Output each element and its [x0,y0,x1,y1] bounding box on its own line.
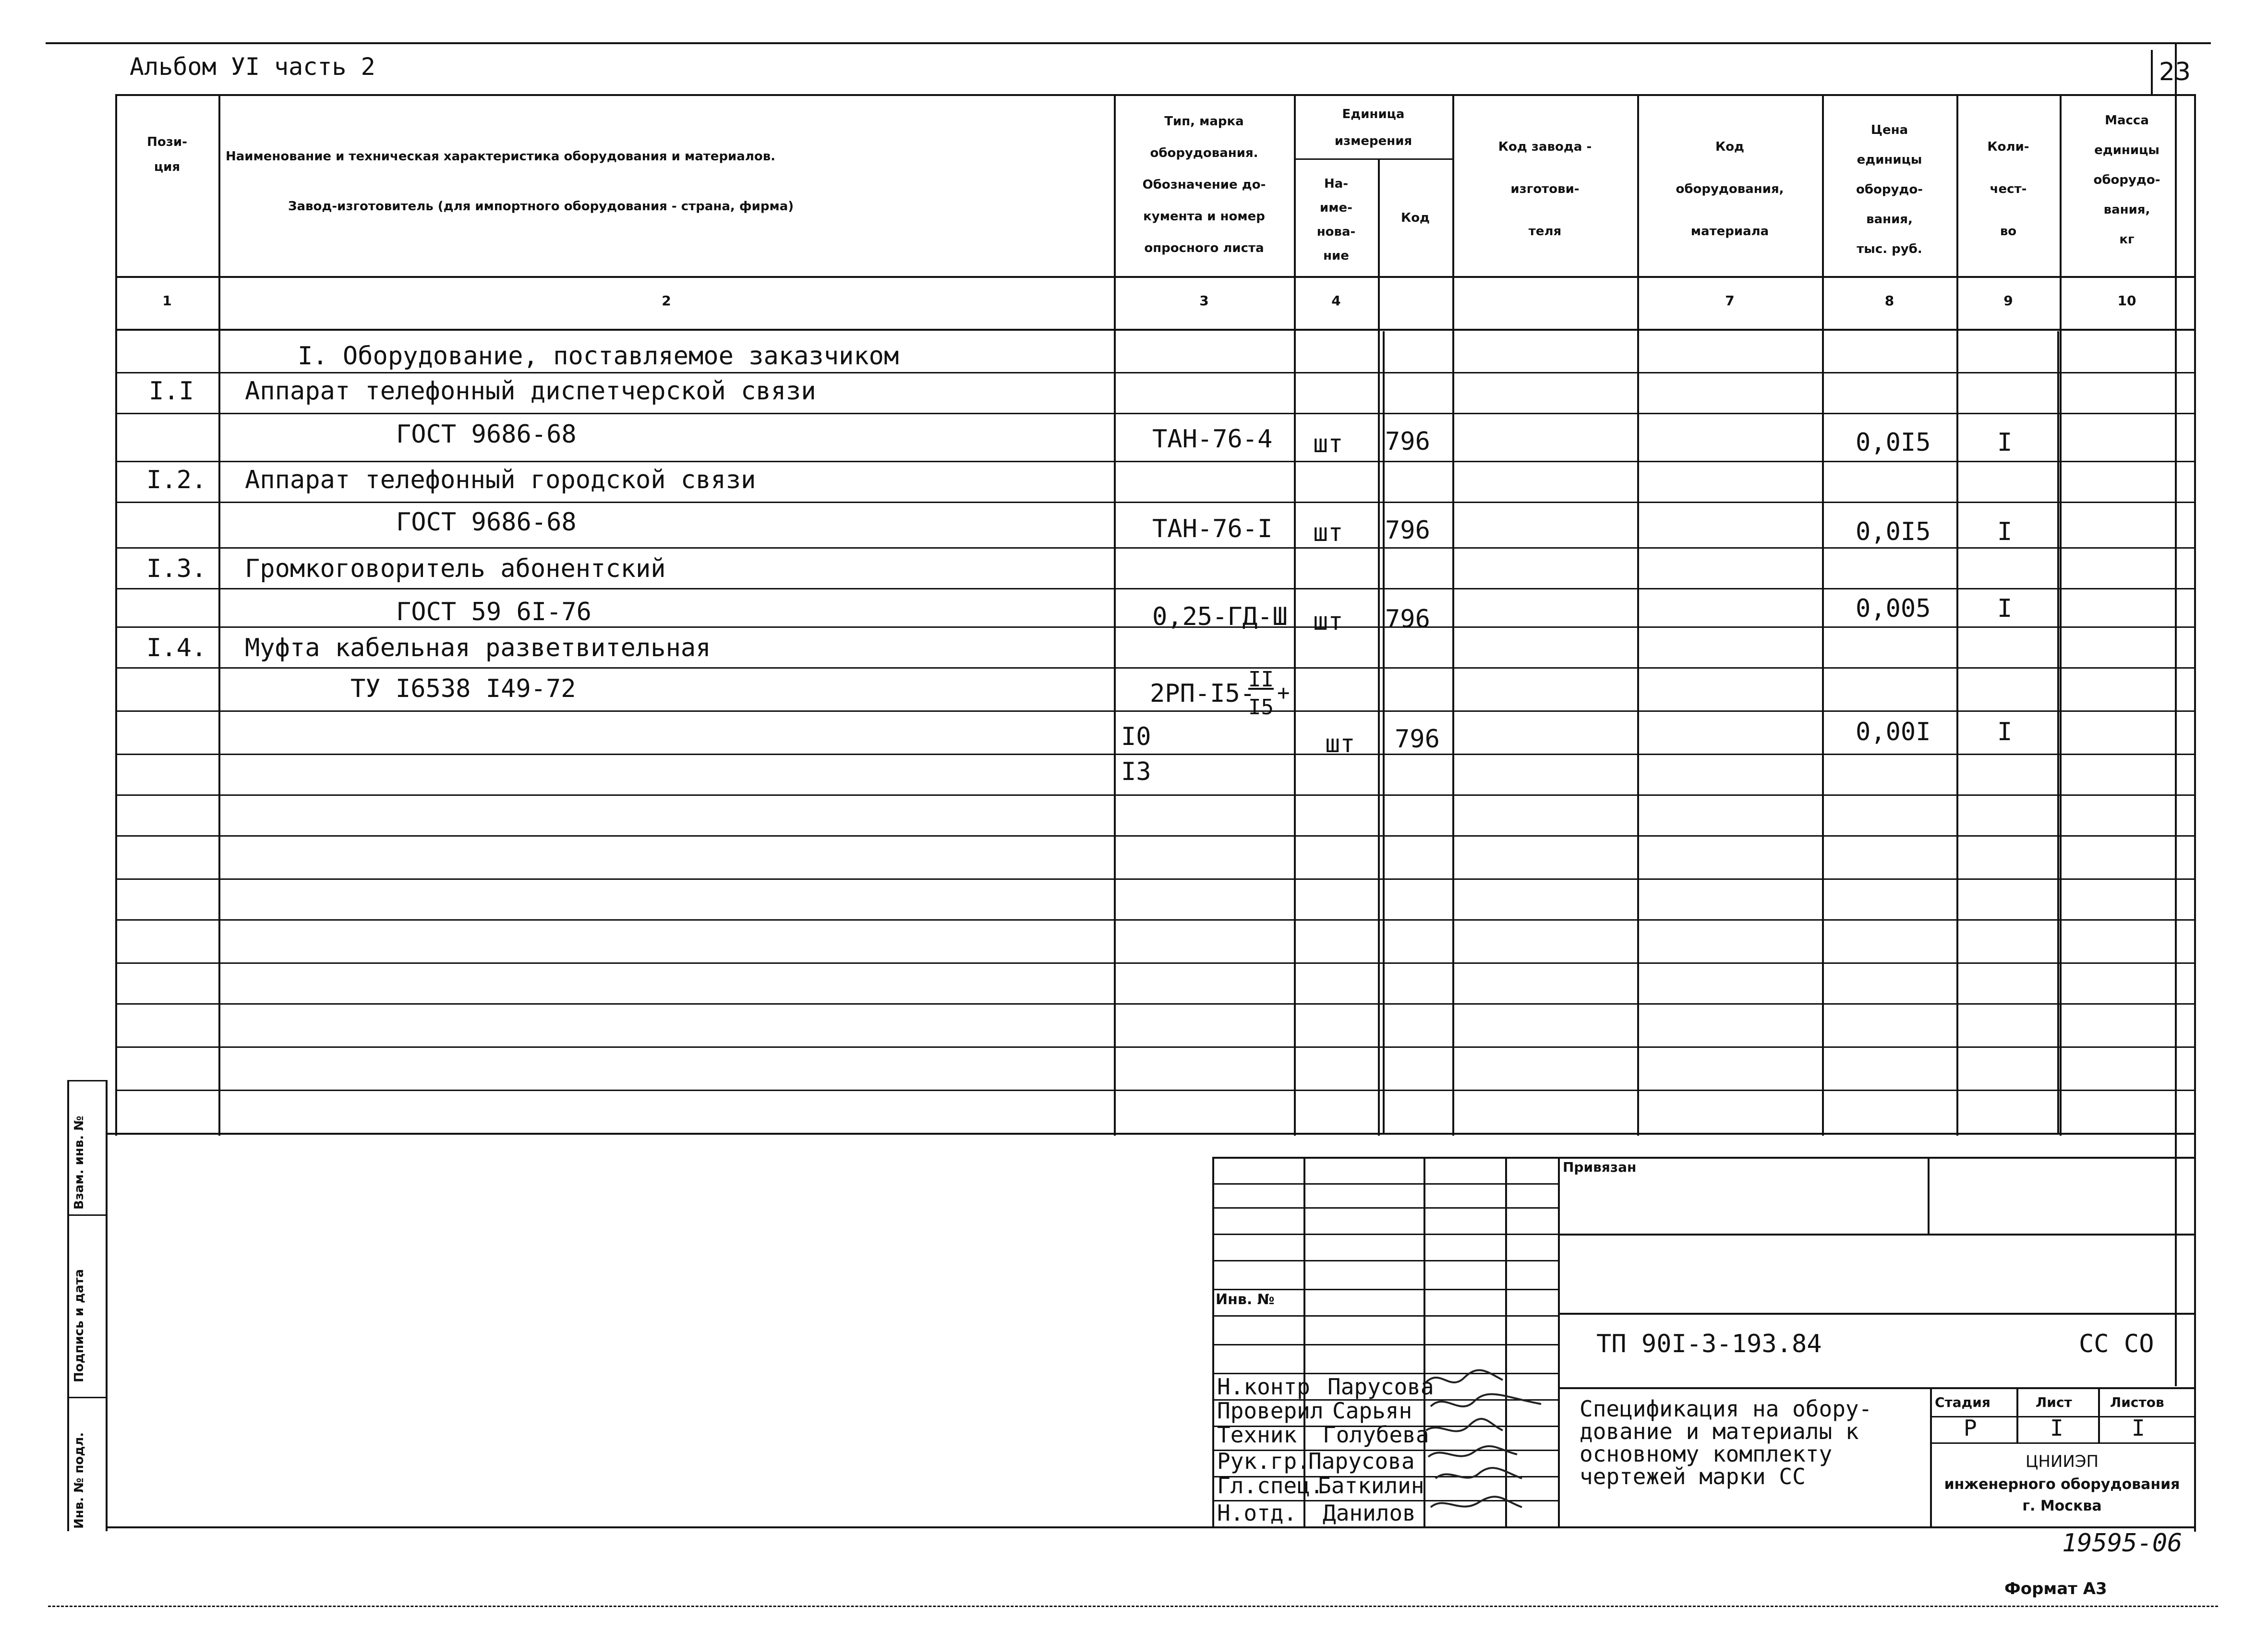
row-name: Аппарат телефонный диспетчерской связи [245,377,816,406]
column-number-3: 3 [1199,293,1209,309]
header-unit-group: Единица измерения [1334,107,1412,148]
document-code: ТП 90I-3-193.84 [1596,1330,1822,1358]
column-number-7: 7 [1725,293,1735,309]
column-number-4: 4 [1331,293,1341,309]
document-title-line3: основному комплекту [1580,1441,1833,1467]
fraction-top: II [1248,667,1274,692]
header-unit-code: Код [1400,211,1430,225]
stage-value: Р [1964,1415,1977,1441]
row-name: Муфта кабельная разветвительная [245,634,711,662]
header-maker-code: Код завода - изготови- теля [1498,140,1592,239]
header-equipment-code: Код оборудования, материала [1676,140,1784,239]
header-name-line1: Наименование и техническая характеристика оборудования и материалов. [226,149,776,164]
inventory-number-label: Инв. № [1216,1291,1275,1308]
row-name: ГОСТ 9686-68 [396,508,577,537]
column-number-10: 10 [2117,293,2136,309]
signer-role: Рук.гр. [1217,1448,1310,1474]
header-quantity: Коли- чест- во [1987,140,2029,239]
side-label-original-inv: Инв. № подл. [72,1432,86,1529]
fraction-bottom: I5 [1248,695,1274,720]
row-name: Громкоговоритель абонентский [245,554,666,583]
row-code: 796 [1385,605,1430,634]
column-number-1: 1 [162,293,172,309]
signer-role: Гл.спец. [1217,1473,1324,1499]
row-type: I0 [1121,722,1151,751]
row-code: 796 [1385,516,1430,545]
row-quantity: I [1997,718,2013,746]
document-title-line2: дование и материалы к [1580,1418,1859,1444]
row-type: 2РП-I5- [1150,679,1255,708]
sheet-label: Лист [2036,1394,2072,1410]
document-mark: СС СО [2079,1330,2154,1358]
signer-name: Голубева [1323,1422,1429,1448]
row-price: 0,0I5 [1856,517,1931,546]
signer-role: Н.контр [1217,1374,1310,1400]
row-unit: шт [1313,430,1343,458]
row-quantity: I [1997,428,2013,457]
signer-name: Данилов [1323,1500,1416,1526]
header-mass: Масса единицы оборудо- вания, кг [2093,113,2160,247]
signer-name: Парусова [1327,1374,1434,1400]
organization-line3: г. Москва [2022,1498,2102,1514]
header-price: Цена единицы оборудо- вания, тыс. руб. [1856,123,1923,256]
header-position: Пози- ция [147,135,187,174]
row-type: 0,25-ГД-Ш [1152,602,1288,631]
row-code: 796 [1385,427,1430,456]
document-title-line4: чертежей марки СС [1580,1464,1806,1489]
section-heading: I. Оборудование, поставляемое заказчиком [298,342,899,371]
row-code: 796 [1395,725,1440,754]
sheet-value: I [2050,1415,2063,1441]
sheets-label: Листов [2110,1394,2164,1410]
row-name: Аппарат телефонный городской связи [245,466,756,494]
row-price: 0,0I5 [1856,428,1931,457]
page-number: 23 [2159,58,2191,86]
row-unit: шт [1325,730,1355,758]
row-name: ТУ I6538 I49-72 [350,674,576,703]
row-position: I.2. [146,466,207,494]
signer-name: Баткилин [1318,1473,1424,1499]
organization-line1: ЦНИИЭП [2025,1452,2099,1471]
row-price: 0,00I [1856,718,1931,746]
signer-name: Парусова [1308,1448,1415,1474]
signature-scribbles [1421,1363,1565,1526]
row-name: ГОСТ 59 6I-76 [396,598,591,626]
side-label-signature-date: Подпись и дата [72,1269,86,1382]
row-unit: шт [1313,607,1343,636]
stage-label: Стадия [1935,1394,1991,1410]
linked-label: Привязан [1563,1159,1637,1175]
header-name-line2: Завод-изготовитель (для импортного оборудования - страна, фирма) [288,199,794,214]
signer-role: Н.отд. [1217,1500,1297,1526]
document-title-line1: Спецификация на обору- [1580,1396,1872,1422]
album-title: Альбом УI часть 2 [130,53,375,81]
fraction-plus: + [1277,681,1290,705]
format-label: Формат А3 [2004,1579,2107,1598]
row-name: ГОСТ 9686-68 [396,420,577,449]
row-quantity: I [1997,517,2013,546]
row-position: I.I [149,377,194,406]
column-number-8: 8 [1884,293,1894,309]
row-position: I.3. [146,554,207,583]
column-number-2: 2 [662,293,671,309]
header-type: Тип, марка оборудования. Обозначение до- кумента и номер опросного листа [1142,114,1266,255]
organization-line2: инженерного оборудования [1944,1476,2180,1493]
row-position: I.4. [146,634,207,662]
signer-name: Сарьян [1332,1398,1412,1424]
column-number-9: 9 [2003,293,2013,309]
side-label-replace-inv: Взам. инв. № [72,1116,86,1210]
row-unit: шт [1313,518,1343,547]
row-type: I3 [1121,757,1151,786]
row-type: ТАН-76-I [1152,515,1273,543]
signer-role: Техник [1217,1422,1297,1448]
sheets-value: I [2132,1415,2145,1441]
row-quantity: I [1997,594,2013,623]
header-unit-name: На- име- нова- ние [1316,177,1356,263]
signer-role: Проверил [1217,1398,1324,1424]
row-type: ТАН-76-4 [1152,425,1273,454]
row-price: 0,005 [1856,594,1931,623]
stamp-number: 19595-06 [2062,1529,2183,1558]
